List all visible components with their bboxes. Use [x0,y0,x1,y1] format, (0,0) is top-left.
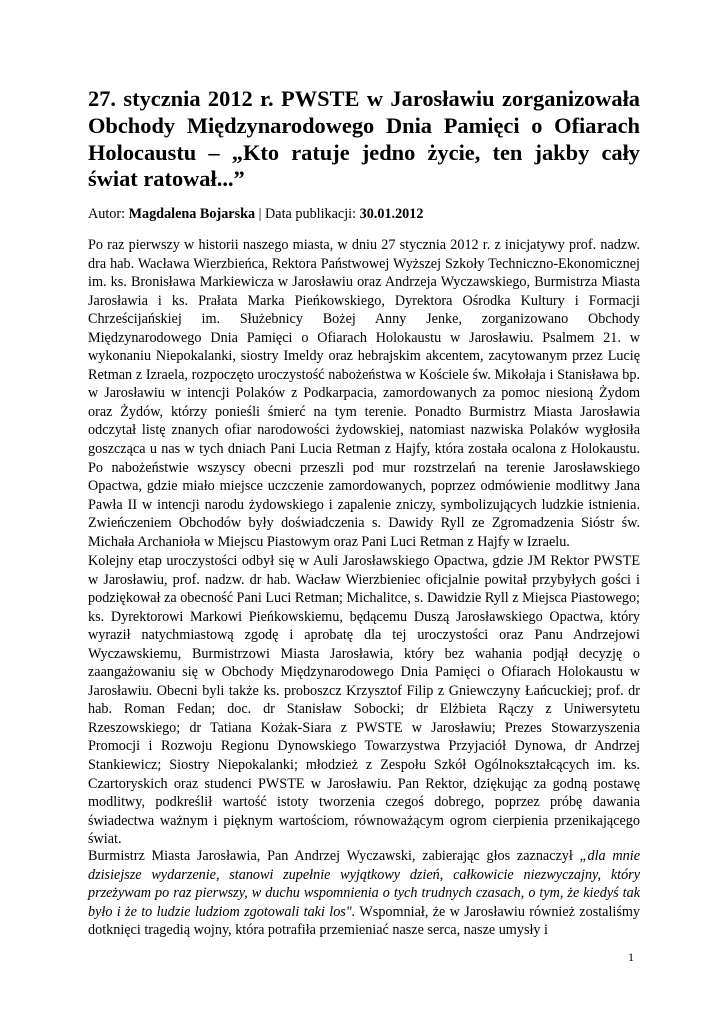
paragraph-3 [88,847,640,940]
page-number: 1 [628,950,634,964]
meta-separator: | [255,206,266,222]
paragraph-3-start: Burmistrz Miasta Jarosławia, Pan Andrzej Wyczawski, zabierając głos zaznaczył [88,848,580,864]
publication-date: 30.01.2012 [359,206,424,222]
article-title: 27. stycznia 2012 r. PWSTE w Jarosławiu zorganizowała Obchody Międzynarodowego Dnia Pamięci o Ofiarach Holocaustu – „Kto ratuje jedno życie, ten jakby cały świat ratował...” [88,86,640,192]
author-name: Magdalena Bojarska [128,206,256,222]
paragraph-3-end: Wspomniał, że w Jarosławiu również zostaliśmy dotknięci tragedią wojny, która potrafiła przemieniać nasze serca, nasze umysły i [88,903,640,939]
paragraph-2: Kolejny etap uroczystości odbył się w Auli Jarosławskiego Opactwa, gdzie JM Rektor PWSTE w Jarosławiu, prof. nadzw. dr hab. Wacław Wierzbieniec oficjalnie powitał przybyłych gości i podziękował za obecność Pani Luci Retman; Michalitce, s. Dawidzie Ryll z Miejsca Piastowego; ks. Dyrektorowi Markowi Pieńkowskiemu, będącemu Duszą Jarosławskiego Opactwa, który wyraził natychmiastową zgodę i aprobatę dla tej uroczystości oraz Panu Andrzejowi Wyczawskiemu, Burmistrzowi Miasta Jarosławia, który bez wahania podjął decyzję o zaangażowaniu się w Obchody Międzynarodowego Dnia Pamięci o Ofiarach Holokaustu w Jarosławiu. Obecni byli także ks. proboszcz Krzysztof Filip z Gniewczyny Łańcuckiej; prof. dr hab. Roman Fedan; doc. dr Stanisław Sobocki; dr Elżbieta Rączy z Uniwersytetu Rzeszowskiego; dr Tatiana Kożak-Siara z PWSTE w Jarosławiu; Prezes Stowarzyszenia Promocji i Rozwoju Regionu Dynowskiego Towarzystwa Przyjaciół Dynowa, dr Andrzej Stankiewicz; Siostry Niepokalanki; młodzież z Zespołu Szkół Ogólnokształcących im. ks. Czartoryskich oraz studenci PWSTE w Jarosławiu. Pan Rektor, dziękując za godną postawę modlitwy, podkreślił wartość istoty tworzenia czegoś dobrego, poprzez próbę dawania świadectwa ważnym i pięknym wartościom, równoważącym ogrom cierpienia przenikającego świat. [88,553,640,848]
paragraph-1: Po raz pierwszy w historii naszego miasta, w dniu 27 stycznia 2012 r. z inicjatywy prof. nadzw. dra hab. Wacława Wierzbieńca, Rektora Państwowej Wyższej Szkoły Techniczno-Ekonomicznej im. ks. Bronisława Markiewicza w Jarosławiu oraz Andrzeja Wyczawskiego, Burmistrza Miasta Jarosławia i ks. Prałata Marka Pieńkowskiego, Dyrektora Ośrodka Kultury i Formacji Chrześcijańskiej im. Służebnicy Bożej Anny Jenke, zorganizowano Obchody Międzynarodowego Dnia Pamięci o Ofiarach Holokaustu w Jarosławiu. Psalmem 21. w wykonaniu Niepokalanki, siostry Imeldy oraz hebrajskim akcentem, zacytowanym przez Lucię Retman z Izraela, rozpoczęto uroczystość nabożeństwa w Kościele św. Mikołaja i Stanisława bp. w Jarosławiu w intencji Polaków z Podkarpacia, zamordowanych za pomoc niesioną Żydom oraz Żydów, którzy ponieśli śmierć na tym terenie. Ponadto Burmistrz Miasta Jarosławia odczytał listę znanych ofiar narodowości żydowskiej, natomiast nazwiska Polaków wygłosiła goszcząca u nas w tych dniach Pani Lucia Retman z Hajfy, która została ocalona z Holokaustu. Po nabożeństwie wszyscy obecni przeszli pod mur rozstrzelań na terenie Jarosławskiego Opactwa, gdzie miało miejsce uczczenie zamordowanych, poprzez odmówienie modlitwy Jana Pawła II w intencji narodu żydowskiego i zapalenie zniczy, symbolizujących ludzkie istnienia. Zwieńczeniem Obchodów były doświadczenia s. Dawidy Ryll ze Zgromadzenia Sióstr św. Michała Archanioła w Miejscu Piastowym oraz Pani Luci Retman z Hajfy w Izraelu. [88,237,640,550]
author-label: Autor: [88,206,129,222]
article-meta [88,205,423,223]
date-label: Data publikacji: [265,206,360,222]
mayor-quote: „dla mnie dzisiejsze wydarzenie, stanowi zupełnie wyjątkowy dzień, całkowicie niezwyczajny, który przeżywam po raz pierwszy, w duchu wspomnienia o tych trudnych czasach, o tym, że kiedyś tak było i że to ludzie ludziom zgotowali taki los". [88,848,640,920]
